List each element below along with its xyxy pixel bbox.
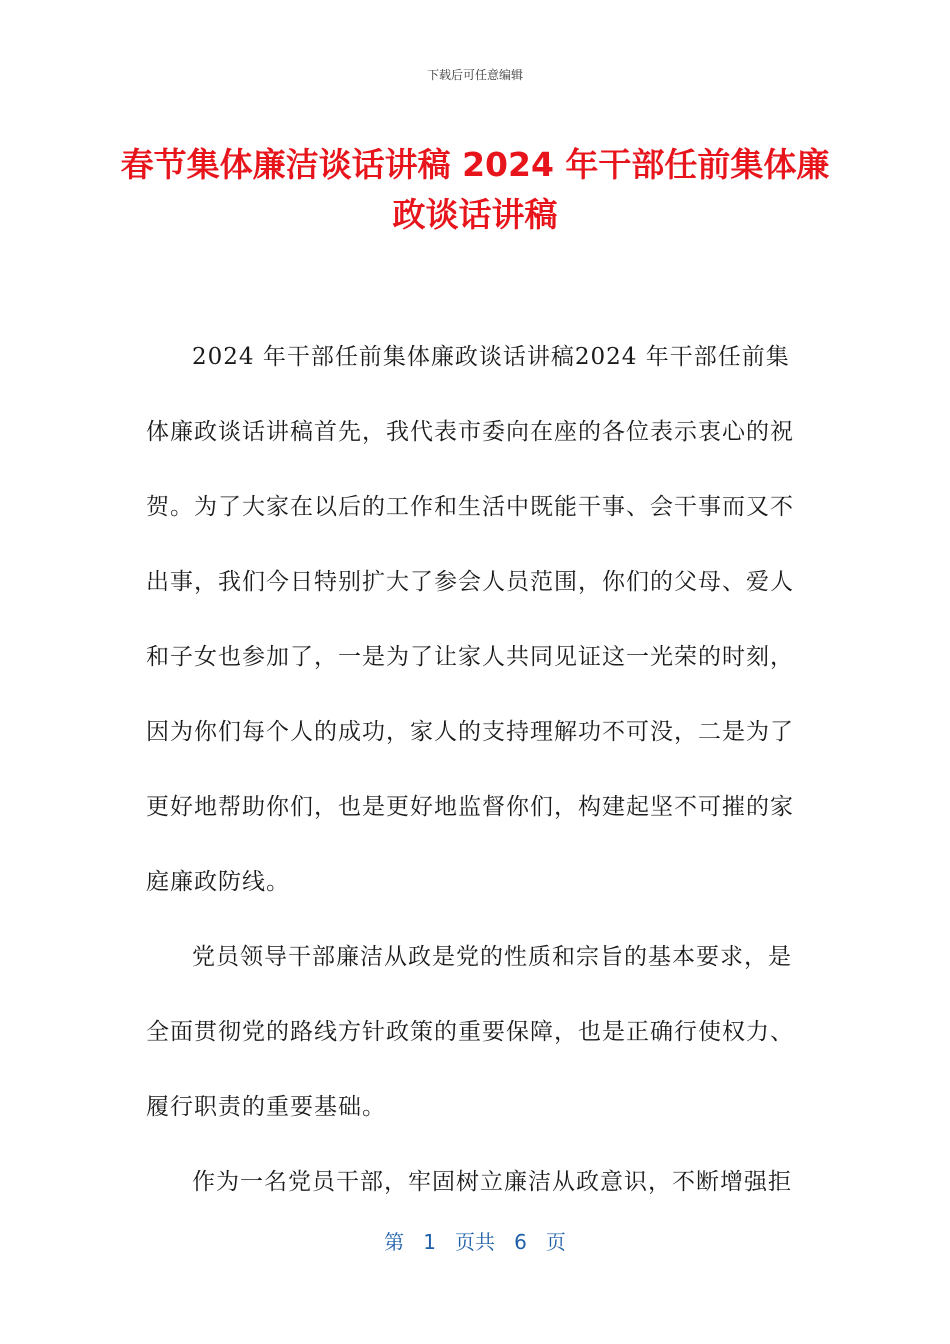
document-body — [146, 320, 806, 1220]
paragraph: 作为一名党员干部，牢固树立廉洁从政意识，不断增强拒 — [192, 1169, 792, 1195]
page-total: 6 — [514, 1230, 527, 1254]
header-note: 下载后可任意编辑 — [426, 68, 523, 82]
paragraph: 2024 年干部任前集体廉政谈话讲稿2024 年干部任前集体廉政谈话讲稿首先，我代表市委向在座的各位表示衷心的祝贺。为了大家在以后的工作和生活中既能干事、会干事而又不出事，我们今日特别扩大了参会人员范围，你们的父母、爱人和子女也参加了，一是为了让家人共同见证这一光荣的时刻，因为你们每个人的成功，家人的支持理解功不可没，二是为了更好地帮助你们，也是更好地监督你们，构建起坚不可摧的家庭廉政防线。 — [146, 344, 794, 895]
paragraph: 党员领导干部廉洁从政是党的性质和宗旨的基本要求，是全面贯彻党的路线方针政策的重要保障，也是正确行使权力、履行职责的重要基础。 — [146, 944, 794, 1120]
page-current: 1 — [423, 1230, 436, 1254]
page-label-middle: 页共 — [455, 1230, 495, 1254]
page-label-suffix: 页 — [545, 1230, 566, 1254]
page-label-prefix: 第 — [384, 1230, 405, 1254]
page-footer — [0, 1226, 950, 1255]
document-title: 春节集体廉洁谈话讲稿 2024 年干部任前集体廉政谈话讲稿 — [120, 145, 830, 234]
